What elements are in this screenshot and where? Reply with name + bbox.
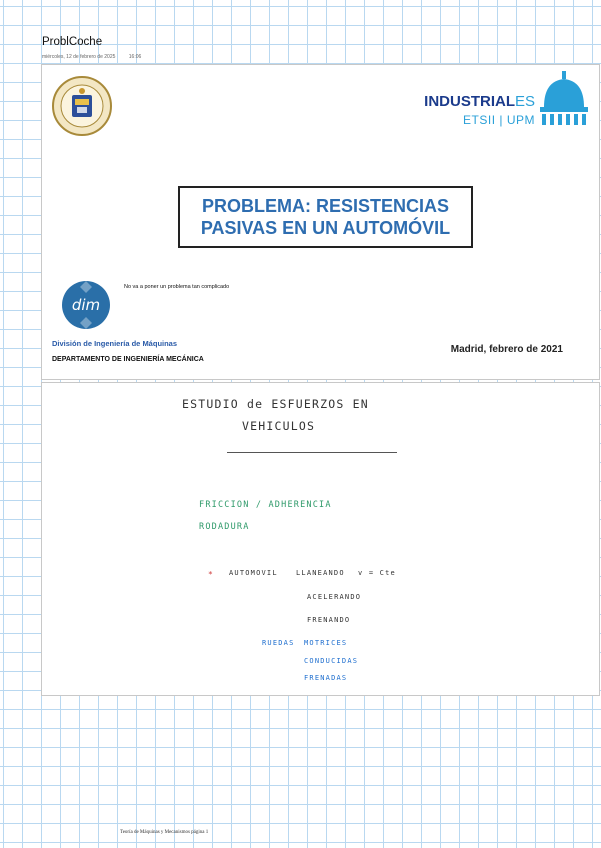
llaneando-text: LLANEANDO [296,569,345,577]
logo-suffix-text: ES [514,93,535,110]
slide-title-line-1: PROBLEMA: RESISTENCIAS [201,196,450,216]
frenando-text: FRENANDO [307,616,351,624]
industriales-logo [424,93,535,110]
notes-heading-line-1: ESTUDIO de ESFUERZOS EN [182,397,369,411]
upm-seal-icon [51,75,113,137]
place-date: Madrid, febrero de 2021 [450,344,563,355]
dim-logo-icon [58,277,114,333]
division-name: División de Ingeniería de Máquinas [52,339,178,348]
page-footer: Teoría de Máquinas y Mecanismos página 1 [120,830,209,835]
date-line [42,54,153,60]
motrices-text: MOTRICES [304,639,348,647]
svg-text:dim: dim [71,296,101,314]
frenadas-text: FRENADAS [304,674,348,682]
slide-title-box [178,186,473,248]
friccion-text: FRICCION / ADHERENCIA [199,500,332,510]
department-name: DEPARTAMENTO DE INGENIERÍA MECÁNICA [52,356,204,363]
date-text: miércoles, 12 de febrero de 2025 [42,54,116,60]
acelerando-text: ACELERANDO [307,593,362,601]
v-cte-text: v = Cte [358,569,396,577]
conducidas-text: CONDUCIDAS [304,657,359,665]
ruedas-text: RUEDAS [262,639,295,647]
page-title: ProblCoche [42,36,103,48]
etsii-upm-text: ETSII | UPM [463,113,535,127]
logo-main-text: INDUSTRIAL [424,93,515,110]
automovil-text: AUTOMOVIL [229,569,278,577]
heading-underline [227,452,397,453]
time-text: 16:06 [128,54,142,60]
slide-cover [41,64,600,380]
dome-icon [535,69,593,127]
slide-title-line-2: PASIVAS EN UN AUTOMÓVIL [200,218,451,238]
notes-heading-line-2: VEHICULOS [242,419,316,433]
bullet-icon: * [208,570,215,579]
handwritten-note: No va a poner un problema tan complicado [124,284,230,290]
slide-notes [41,382,600,696]
rodadura-text: RODADURA [199,522,250,532]
